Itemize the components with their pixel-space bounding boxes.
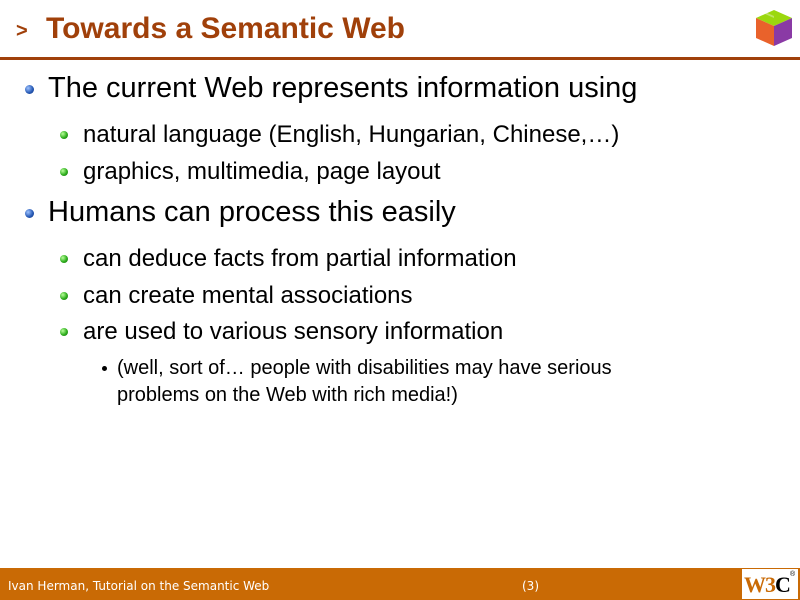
w3c-logo-text: W3C	[744, 572, 790, 597]
semantic-web-cube-icon	[752, 4, 796, 48]
bullet-text: Humans can process this easily	[48, 196, 456, 228]
bullet-text: can deduce facts from partial information	[83, 245, 517, 272]
bullet-level-2-icon	[60, 292, 68, 300]
bullet-level-2-icon	[60, 328, 68, 336]
footer-author: Ivan Herman, Tutorial on the Semantic Web	[8, 579, 270, 593]
w3c-logo-icon	[742, 569, 798, 599]
registered-mark: ®	[790, 571, 796, 578]
slide-content	[0, 60, 800, 560]
bullet-text: graphics, multimedia, page layout	[83, 158, 441, 185]
bullet-level-1-icon	[25, 85, 34, 94]
bullet-level-3-icon	[102, 366, 107, 371]
bullet-text: (well, sort of… people with disabilities may have serious	[117, 357, 612, 379]
page-number: (3)	[522, 579, 539, 593]
bullet-text: natural language (English, Hungarian, Chinese,…)	[83, 121, 620, 148]
bullet-text: are used to various sensory information	[83, 318, 504, 345]
bullet-level-2-icon	[60, 168, 68, 176]
bullet-level-2-icon	[60, 131, 68, 139]
slide-footer	[0, 568, 800, 600]
slide-title: Towards a Semantic Web	[46, 12, 405, 45]
slide-header	[0, 0, 800, 60]
title-marker: >	[16, 20, 28, 42]
bullet-text: The current Web represents information using	[48, 72, 638, 104]
bullet-text: problems on the Web with rich media!)	[117, 384, 458, 406]
bullet-level-1-icon	[25, 209, 34, 218]
bullet-level-2-icon	[60, 255, 68, 263]
bullet-text: can create mental associations	[83, 282, 413, 309]
